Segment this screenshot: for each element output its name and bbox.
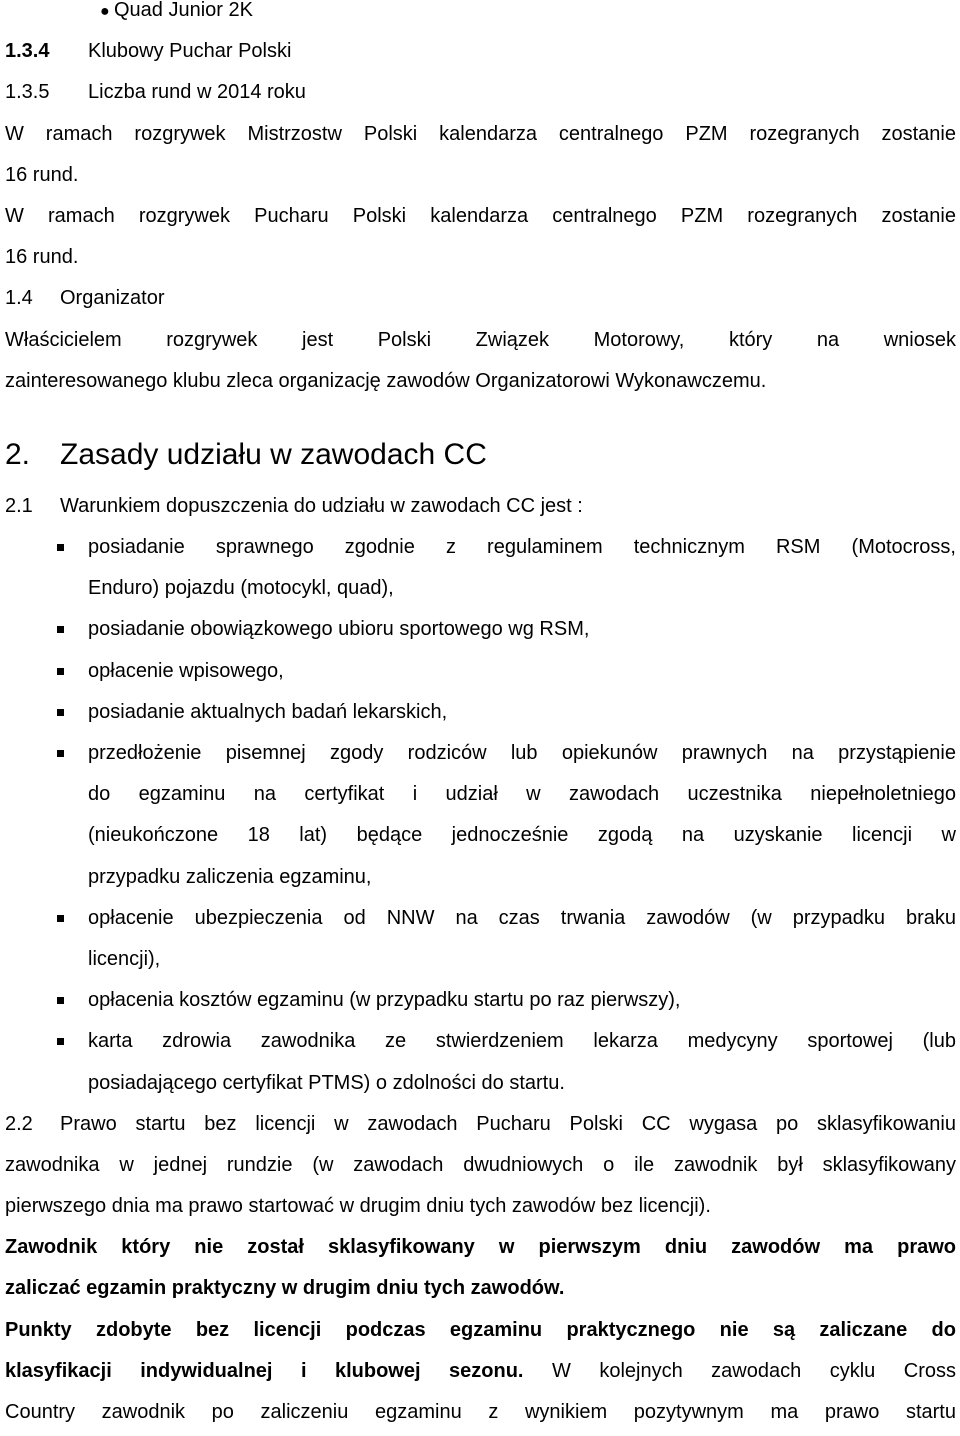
section-2-1 bbox=[5, 486, 956, 527]
bold-paragraph-line: zaliczać egzamin praktyczny w drugim dniu tych zawodów. bbox=[5, 1277, 565, 1300]
list-item-line: posiadającego certyfikat PTMS) o zdolności do startu. bbox=[88, 1071, 565, 1094]
section-title: Organizator bbox=[60, 287, 165, 310]
list-item bbox=[5, 651, 956, 692]
list-item bbox=[5, 980, 956, 1021]
paragraph-line: pierwszego dnia ma prawo startować w drugim dniu tych zawodów bez licencji). bbox=[5, 1195, 711, 1218]
heading-title: Zasady udziału w zawodach CC bbox=[60, 437, 487, 471]
paragraph-line: W ramach rozgrywek Pucharu Polski kalendarza centralnego PZM rozegranych zostanie bbox=[5, 204, 956, 227]
section-number: 1.3.5 bbox=[5, 81, 50, 104]
section-1-3-5 bbox=[5, 72, 956, 113]
square-bullet-icon bbox=[57, 1038, 64, 1045]
requirements-list bbox=[5, 527, 956, 1104]
list-item bbox=[5, 527, 956, 609]
list-item-line: opłacenie ubezpieczenia od NNW na czas trwania zawodów (w przypadku braku bbox=[88, 906, 956, 929]
square-bullet-icon bbox=[57, 544, 64, 551]
list-item-line: (nieukończone 18 lat) będące jednocześnie zgodą na uzyskanie licencji w bbox=[88, 824, 956, 847]
section-number: 1.4 bbox=[5, 287, 33, 310]
paragraph-line: zawodnika w jednej rundzie (w zawodach dwudniowych o ile zawodnik był sklasyfikowany bbox=[5, 1153, 956, 1176]
paragraph-line: W ramach rozgrywek Mistrzostw Polski kalendarza centralnego PZM rozegranych zostanie bbox=[5, 122, 956, 145]
section-title: Warunkiem dopuszczenia do udziału w zawodach CC jest : bbox=[60, 494, 583, 517]
square-bullet-icon bbox=[57, 750, 64, 757]
bold-paragraph-line: Punkty zdobyte bez licencji podczas egzaminu praktycznego nie są zaliczane do bbox=[5, 1318, 956, 1341]
list-item-line: posiadanie aktualnych badań lekarskich, bbox=[88, 700, 448, 723]
section-number: 2.1 bbox=[5, 494, 33, 517]
list-item-line: przypadku zaliczenia egzaminu, bbox=[88, 865, 372, 888]
section-number: 2.2 bbox=[5, 1112, 33, 1135]
list-item-line: posiadanie sprawnego zgodnie z regulaminem technicznym RSM (Motocross, bbox=[88, 536, 956, 559]
paragraph-line: 16 rund. bbox=[5, 246, 79, 269]
list-item-line: do egzaminu na certyfikat i udział w zawodach uczestnika niepełnoletniego bbox=[88, 783, 956, 806]
square-bullet-icon bbox=[57, 668, 64, 675]
document-body bbox=[5, 0, 956, 1433]
bullet-dot-icon: ● bbox=[100, 3, 110, 20]
list-item-line: przedłożenie pisemnej zgody rodziców lub opiekunów prawnych na przystąpienie bbox=[88, 742, 956, 764]
list-item bbox=[5, 692, 956, 733]
square-bullet-icon bbox=[57, 709, 64, 716]
paragraph-line: Właścicielem rozgrywek jest Polski Związek Motorowy, który na wniosek bbox=[5, 328, 956, 351]
bold-paragraph-line: Zawodnik który nie został sklasyfikowany w pierwszym dniu zawodów ma prawo bbox=[5, 1236, 956, 1259]
section-title: Liczba rund w 2014 roku bbox=[88, 81, 306, 104]
normal-text: W kolejnych zawodach cyklu Cross bbox=[551, 1359, 956, 1382]
square-bullet-icon bbox=[57, 997, 64, 1004]
section-number: 1.3.4 bbox=[5, 40, 50, 63]
section-1-3-4 bbox=[5, 31, 956, 72]
bullet-item-quad-junior bbox=[5, 0, 956, 31]
list-item-line: Enduro) pojazdu (motocykl, quad), bbox=[88, 577, 394, 600]
heading-number: 2. bbox=[5, 437, 31, 471]
list-item bbox=[5, 1021, 956, 1103]
bold-text: klasyfikacji indywidualnej i klubowej sezonu. bbox=[5, 1359, 524, 1382]
section-1-4 bbox=[5, 278, 956, 319]
section-2-2 bbox=[5, 1104, 956, 1145]
heading-section-2 bbox=[5, 424, 956, 486]
mixed-paragraph-line bbox=[5, 1351, 956, 1392]
square-bullet-icon bbox=[57, 626, 64, 633]
list-item-line: opłacenie wpisowego, bbox=[88, 659, 284, 682]
list-item-line: posiadanie obowiązkowego ubioru sportowego wg RSM, bbox=[88, 618, 590, 641]
list-item bbox=[5, 733, 956, 898]
paragraph-line: 16 rund. bbox=[5, 163, 79, 186]
list-item-line: karta zdrowia zawodnika ze stwierdzeniem lekarza medycyny sportowej (lub bbox=[88, 1030, 956, 1053]
section-text: Prawo startu bez licencji w zawodach Pucharu Polski CC wygasa po sklasyfikowaniu bbox=[60, 1112, 956, 1135]
list-item bbox=[5, 898, 956, 980]
list-item-line: opłacenia kosztów egzaminu (w przypadku startu po raz pierwszy), bbox=[88, 989, 681, 1012]
bullet-text: Quad Junior 2K bbox=[114, 0, 253, 21]
paragraph-line: Country zawodnik po zaliczeniu egzaminu z wynikiem pozytywnym ma prawo startu bbox=[5, 1401, 956, 1423]
paragraph-line: zainteresowanego klubu zleca organizację zawodów Organizatorowi Wykonawczemu. bbox=[5, 369, 767, 392]
section-title: Klubowy Puchar Polski bbox=[88, 40, 292, 63]
list-item bbox=[5, 609, 956, 650]
list-item-line: licencji), bbox=[88, 947, 161, 970]
square-bullet-icon bbox=[57, 915, 64, 922]
